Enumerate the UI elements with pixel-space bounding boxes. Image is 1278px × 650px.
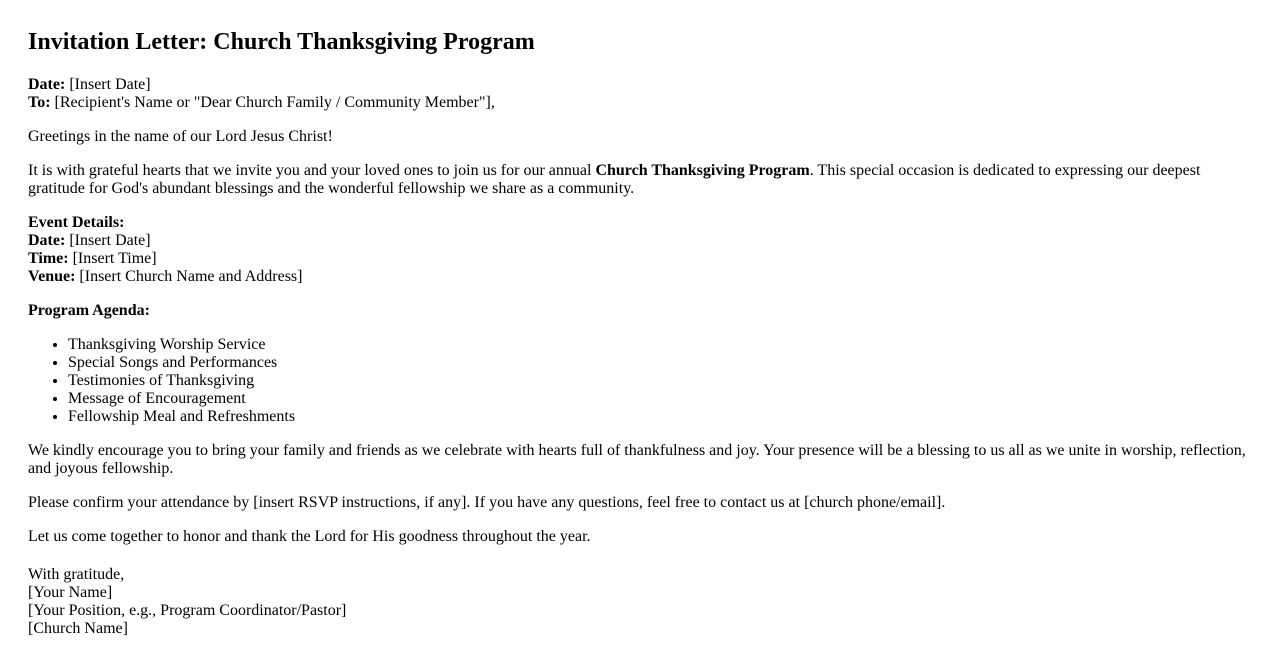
intro-text-start: It is with grateful hearts that we invite you and your loved ones to join us for our annual <box>28 162 596 179</box>
event-date-line <box>28 232 1250 250</box>
page-title: Invitation Letter: Church Thanksgiving Program <box>28 29 535 55</box>
to-label: To: <box>28 94 51 111</box>
date-line <box>28 76 1250 94</box>
to-value: [Recipient's Name or "Dear Church Family / Community Member"], <box>54 94 495 111</box>
signer-name: [Your Name] <box>28 584 113 601</box>
intro-paragraph <box>28 162 1250 198</box>
event-venue-label: Venue: <box>28 268 76 285</box>
event-date-value: [Insert Date] <box>69 232 151 249</box>
event-venue-line <box>28 268 1250 286</box>
agenda-item: • Testimonies of Thanksgiving <box>68 372 1250 390</box>
event-details <box>28 214 1250 286</box>
agenda-list <box>28 336 1250 426</box>
church-name: [Church Name] <box>28 620 128 637</box>
event-details-heading: Event Details: <box>28 214 125 231</box>
agenda-item: • Thanksgiving Worship Service <box>68 336 1250 354</box>
event-time-line <box>28 250 1250 268</box>
event-time-value: [Insert Time] <box>72 250 157 267</box>
event-time-label: Time: <box>28 250 69 267</box>
greeting: Greetings in the name of our Lord Jesus Christ! <box>28 128 333 145</box>
signer-position: [Your Position, e.g., Program Coordinator/Pastor] <box>28 602 347 619</box>
agenda-item: • Special Songs and Performances <box>68 354 1250 372</box>
date-value: [Insert Date] <box>69 76 151 93</box>
closing-line: Let us come together to honor and thank the Lord for His goodness throughout the year. <box>28 528 591 545</box>
agenda-heading: Program Agenda: <box>28 302 150 319</box>
to-line <box>28 94 1250 112</box>
intro-text-end: . This special occasion is dedicated to expressing our deepest gratitude for God's abundant blessings and the wonderful fellowship we share as a community. <box>28 162 1201 197</box>
event-date-label: Date: <box>28 232 66 249</box>
agenda-item: • Message of Encouragement <box>68 390 1250 408</box>
letter-header <box>28 76 1250 112</box>
program-name: Church Thanksgiving Program <box>595 162 810 179</box>
rsvp-paragraph: Please confirm your attendance by [insert RSVP instructions, if any]. If you have any questions, feel free to contact us at [church phone/email]. <box>28 494 946 511</box>
valediction: With gratitude, <box>28 566 125 583</box>
encouragement-paragraph: We kindly encourage you to bring your family and friends as we celebrate with hearts full of thankfulness and joy. Your presence will be a blessing to us all as we unite in worship, reflection, and joyous fellowship. <box>28 442 1246 477</box>
event-venue-value: [Insert Church Name and Address] <box>79 268 303 285</box>
agenda-item: • Fellowship Meal and Refreshments <box>68 408 1250 426</box>
signature-block <box>28 566 1250 638</box>
date-label: Date: <box>28 76 66 93</box>
